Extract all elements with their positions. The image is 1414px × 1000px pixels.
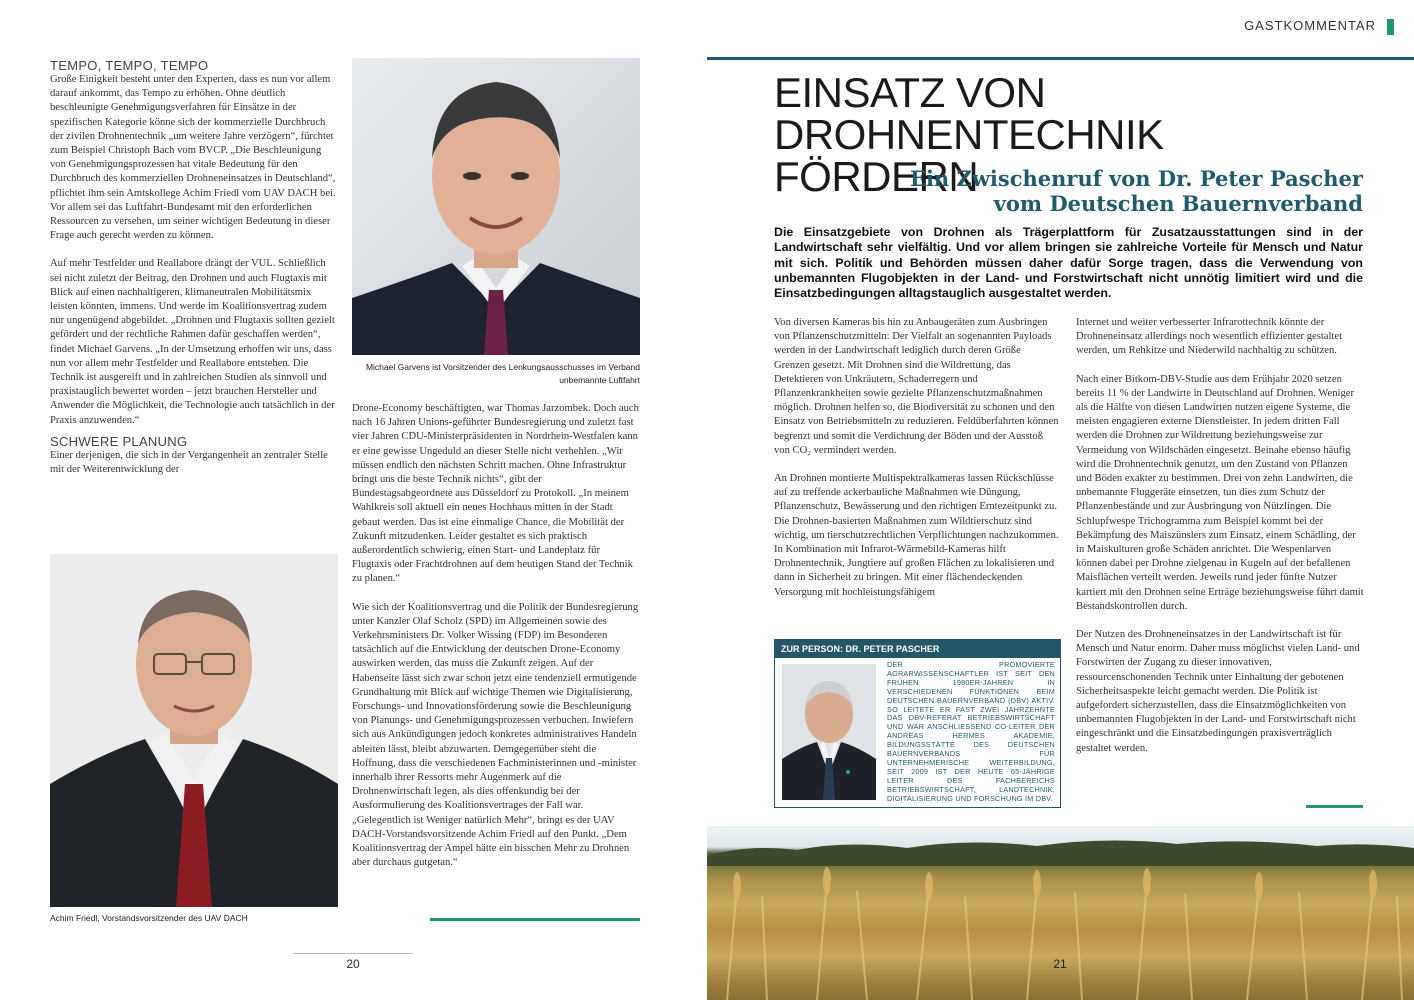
left-column-1 (50, 58, 338, 491)
page-number-left: 20 (346, 957, 360, 971)
folio-rule (293, 953, 413, 954)
subtitle-line: vom Deutschen Bauernverband (993, 191, 1363, 216)
person-box-text: DER PROMOVIERTE AGRARWISSENSCHAFTLER IST SEIT DEN FRÜHEN 1980ER-JAHREN IN VERSCHIEDENEN FUNKTIONEN BEIM DEUTSCHEN BAUERNVERBAND (DBV) AKTIV. SO LEITETE ER FAST ZWEI JAHRZEHNTE DAS DBV-REFERAT BETRIEBSWIRTSCHAFT UND WAR ANSCHLIESSEND CO-LEITER DER ANDREAS HERMES AKADEMIE, BILDUNGSSTÄTTE DES DEUTSCHEN BAUERNVERBANDS FÜR UNTERNEHMERISCHE WEITERBILDUNG. SEIT 2009 IST DER HEUTE 65-JÄHRIGE LEITER DES FACHBEREICHS BETRIEBSWIRTSCHAFT, LANDTECHNIK, DIGITALISIERUNG UND FORSCHUNG IM DBV. (887, 660, 1055, 803)
photo-michael-garvens (352, 58, 640, 355)
paragraph: Der Nutzen des Drohneneinsatzes in der Landwirtschaft ist für Mensch und Natur enorm. Daher muss möglichst vielen Land- und Forstwirten der Zugang zu dieser innovativen, ressourcenschonenden Technik unter Einhaltung der gebotenen Sicherheitsaspekte leicht gemacht werden. Die Politik ist aufgefordert sicherzustellen, dass die Einsatzmöglichkeiten von unbemannten Flugobjekten in der Land- und Forstwirtschaft nicht eingeschränkt und die Einsatzbedingungen praxisverträglich gestaltet werden. (1076, 629, 1360, 754)
person-box-title: ZUR PERSON: DR. PETER PASCHER (775, 640, 1060, 658)
section-label: GASTKOMMENTAR (1244, 18, 1376, 33)
paragraph: Wie sich der Koalitionsvertrag und die Politik der Bundesregierung unter Kanzler Olaf Scholz (SPD) im Allgemeinen sowie des Verkehrsministers Dr. Volker Wissing (FDP) im Besonderen tatsächlich auf die Entwicklung der deutschen Drone-Economy auswirken werden, das muss die Zukunft zeigen. Auf der Habenseite lässt sich zwar schon jetzt eine tendenziell ermutigende Grundhaltung mit Blick auf wichtige Themen wie Digitalisierung, Forschungs- und Innovationsförderung sowie die Beschleunigung von Planungs- und Genehmigungsprozessen verbuchen. Inwiefern sich aus Ankündigungen jedoch konkretes administratives Handeln ableiten lässt, bleibt abzuwarten. Demgegenüber steht die Hoffnung, dass die verschiedenen Fachministerinnen und -minister innerhalb ihrer Ressorts mehr Augenmerk auf die Drohnenwirtschaft legen, als dies offenkundig bei der Ausformulierung des Koalitionsvertrages der Fall war. „Gelegentlich ist Weniger natürlich Mehr“, bringt es der UAV DACH-Vorstandsvorsitzende Achim Friedl auf den Punkt. „Dem Koalitionsvertrag der Ampel hätte ein bisschen Mehr zu Drohnen aber durchaus gutgetan.“ (352, 601, 639, 869)
paragraph: Drone-Economy beschäftigten, war Thomas Jarzombek. Doch auch nach 16 Jahren Unions-geführter Bundesregierung und zuletzt fast vier Jahren CDU-Ministerpräsidenten in Nordrhein-Westfalen kann er eine gewisse Ungeduld an dieser Stelle nicht verhehlen. „Wir müssen endlich den nächsten Schritt machen. Ohne Infrastruktur bringt uns die beste Technik nichts“, gibt der Bundestagsabgeordnete aus Düsseldorf zu Protokoll. „In meinem Wahlkreis soll aktuell ein neues Hochhaus mitten in der Stadt gebaut werden. Das ist eine einmalige Chance, die Mobilität der Zukunft mitzudenken. Leider gestaltet es sich praktisch außerordentlich schwierig, einen Start- und Landeplatz für Flugtaxis oder Frachtdrohnen auf dem heutigen Stand der Technik zu planen.“ (352, 403, 639, 585)
paragraph: Auf mehr Testfelder und Reallabore drängt der VUL. Schließlich sei nicht zuletzt der Beitrag, den Drohnen und auch Flugtaxis mit Blick auf einen nachhaltigeren, klimaneutralen Mobilitätsmix leisten könnten, immens. Und werde im Koalitionsvertrag zudem nur ungenügend abgebildet. „Drohnen und Flugtaxis sollten gezielt gefördert und der rechtliche Rahmen dafür geschaffen werden“, findet Michael Garvens. „In der Umsetzung erhoffen wir uns, dass nun vor allem mehr Testfelder und Reallabore entstehen. Die Technik ist ausgereift und in zahlreichen Studien als sinnvoll und praxistauglich bewertet worden – jetzt brauchen Hersteller und Anwender die Möglichkeit, die Technologie auch tatsächlich in der Praxis anzuwenden.“ (50, 258, 335, 426)
paragraph: An Drohnen montierte Multispektralkameras lassen Rückschlüsse auf zu treffende ackerbauliche Maßnahmen wie Düngung, Pflanzenschutz, Bewässerung und den richtigen Erntezeitpunkt zu. Die Drohnen-basierten Maßnahmen zum Wildtierschutz sind wichtig, um tierschutzrechtlichen Verpflichtungen nachzukommen. In Kombination mit Infrarot-Wärmebild-Kameras hilft Drohnentechnik, Jungtiere auf großen Flächen zu lokalisieren und dann in Sicherheit zu bringen. Mit einer flächendeckenden Versorgung mit hochleistungsfähigem (774, 473, 1059, 598)
paragraph: Von diversen Kameras bis hin zu Anbaugeräten zum Ausbringen von Pflanzenschutzmitteln: Der Vielfalt an sogenannten Payloads werden in der Landwirtschaft lediglich durch deren Größe Grenzen gesetzt. Mit Drohnen sind die Wildrettung, das Detektieren von Unkräutern, Schaderregern und Pflanzenkrankheiten sowie gezielte Pflanzenschutzmaßnahmen möglich. Drohnen helfen so, die Biodiversität zu schonen und den Einsatz von Betriebsmitteln zu reduzieren. Feldüberfahrten können begrenzt und somit die Verdichtung der Böden und der Ausstoß von CO₂ vermindert werden. (774, 317, 1059, 456)
paragraph: Internet und weiter verbesserter Infrarottechnik könnte der Drohneneinsatz allerdings noch wesentlich effizienter gestaltet werden, um Rehkitze und Niederwild nachhaltig zu schützen. (1076, 317, 1343, 357)
section-heading-planung: SCHWERE PLANUNG (50, 433, 188, 449)
portrait-image (50, 554, 338, 907)
end-of-article-line (430, 918, 640, 921)
caption-achim-friedl: Achim Friedl, Vorstandsvorsitzender des UAV DACH (50, 913, 248, 923)
paragraph: Nach einer Bitkom-DBV-Studie aus dem Frühjahr 2020 setzen bereits 11 % der Landwirte in Deutschland auf Drohnen. Weniger als die Hälfte von diesen Landwirten nutzen eigene Systeme, die meisten engagieren externe Dienstleister. In jedem dritten Fall werden die Drohnen zur Wildrettung beziehungsweise zur Vermeidung von Wildschäden eingesetzt. Beinahe ebenso häufig wird die Drohnentechnik genutzt, um den Zustand von Pflanzen und Böden exakter zu bestimmen. Drei von zehn Landwirten, die unbemannte Fluggeräte einsetzen, tun dies zum Schutz der Pflanzenbestände und zur Ausbringung von Nützlingen. Die Schlupfwespe Trichogramma zum Beispiel kommt bei der Bekämpfung des Maiszünslers zum Einsatz, einem Schädling, der in Maiskulturen große Schäden anrichtet. Die Wespenlarven können dabei per Drohne zielgenau in Kugeln auf der befallenen Maisflächen verteilt werden. Jeweils rund jeder fünfte Nutzer kartiert mit den Drohnen seine Erträge beziehungsweise führt damit Bestandskontrollen durch. (1076, 373, 1364, 612)
title-line: EINSATZ VON (774, 69, 1046, 116)
portrait-image (352, 58, 640, 355)
subtitle-line: Ein Zwischenruf von Dr. Peter Pascher (909, 166, 1363, 191)
right-column-1 (774, 316, 1059, 614)
article-subtitle (774, 166, 1363, 216)
end-of-article-line (1306, 805, 1363, 808)
article-lead: Die Einsatzgebiete von Drohnen als Trägerplattform für Zusatzausstattungen sind in der Landwirtschaft sehr vielfältig. Und vor allem bringen sie zahlreiche Vorteile für Mensch und Natur mit sich. Politik und Behörden müssen daher dafür Sorge tragen, dass die Verwendung von unbemannten Flugobjekten in der Land- und Forstwirtschaft nicht unnötig limitiert wird und die Einsatzbedingungen alltagstauglich ausgestaltet werden. (774, 225, 1363, 301)
paragraph: Einer derjenigen, die sich in der Vergangenheit an zentraler Stelle mit der Weiterentwicklung der (50, 449, 328, 476)
header-rule (707, 57, 1414, 60)
page-number-right: 21 (1053, 957, 1067, 971)
portrait-image (782, 664, 876, 800)
section-label-marker (1387, 19, 1394, 35)
paragraph: Große Einigkeit besteht unter den Experten, dass es nun vor allem darauf ankommt, das Tempo zu erhöhen. Ohne deutlich beschleunigte Genehmigungsverfahren für Einsätze in der spezifischen Kategorie könne sich der kommerzielle Durchbruch der zivilen Drohnentechnik „um weitere Jahre verzögern“, fürchtet zum Beispiel Christoph Bach vom BVCP. „Die Beschleunigung von Genehmigungsprozessen hat vitale Bedeutung für den Durchbruch des kommerziellen Drohneneinsatzes in Deutschland“, pflichtet ihm sein Amtskollege Achim Friedl vom UAV DACH bei. Vor allem sei das Luftfahrt-Bundesamt mit den erforderlichen Ressourcen zu versehen, um seiner wichtigen Bedeutung in dieser Frage auch gerecht werden zu können. (50, 74, 336, 242)
wheat-field-image (707, 826, 1414, 1000)
right-column-2 (1076, 316, 1364, 770)
title-line: DROHNENTECHNIK FÖRDERN (774, 111, 1164, 200)
wheat-field-texture (707, 826, 1414, 1000)
section-heading-tempo: TEMPO, TEMPO, TEMPO (50, 58, 209, 73)
person-info-box (774, 639, 1061, 808)
caption-michael-garvens: Michael Garvens ist Vorsitzender des Lenkungsausschusses im Verband unbemannte Luftfahrt (365, 362, 640, 385)
photo-achim-friedl (50, 554, 338, 907)
left-column-2 (352, 402, 640, 885)
photo-peter-pascher (782, 664, 876, 800)
